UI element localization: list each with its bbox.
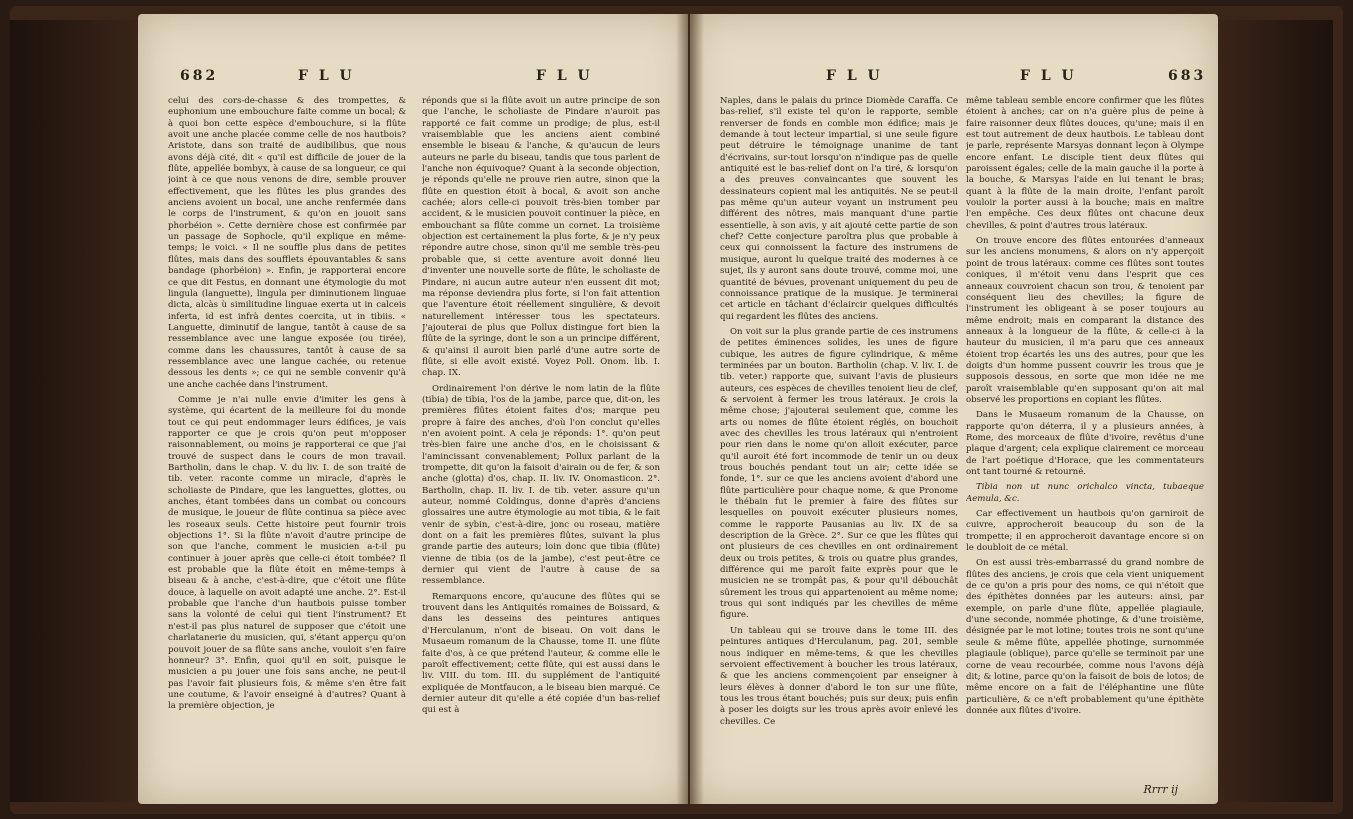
header-word: F L U	[826, 68, 883, 84]
paragraph: Comme je n'ai nulle envie d'imiter les gens à système, qui écartent de la meilleure foi du monde tout ce qui peut endommager leurs édifices, je vais rapporter ce que je crois qu'on peut m'opposer raisonnablement, ou moins je rapporterai ce que j'ai trouvé de suspect dans le cours de mon travail. Bartholin, dans le chap. V. du liv. I. de son traité de tib. veter. raconte comme un miracle, d'après le scholiaste de Pindare, que les languettes, glottes, ou anches, étant tombées dans un combat ou concours de musique, le joueur de flûte continua sa pièce avec les roseaux seuls. Cette histoire peut fournir trois objections 1°. Si la flûte n'avoit d'autre principe de son que l'anche, comment le musicien a-t-il pu continuer à jouer après que celle-ci étoit tombée? Il est probable que la flûte étoit en même-temps à biseau & à anche, c'est-à-dire, que c'étoit une flûte douce, à laquelle on avoit adapté une anche. 2°. Est-il probable que l'anche d'un hautbois puisse tomber sans la volonté de celui qui tient l'instrument? Et n'est-il pas plus naturel de supposer que c'étoit une charlatanerie du musicien, qui, s'étant apperçu qu'on pouvoit jouer de sa flûte sans anche, vouloit s'en faire honneur? 3°. Enfin, quoi qu'il en soit, puisque le musicien a pu jouer une fois sans anche, ne peut-il pas l'avoir fait plusieurs fois, & même s'en être fait une coutume, & l'avoir enseigné à d'autres? Quant à la première objection, je	[168, 394, 406, 712]
text-column-2	[966, 96, 1204, 774]
right-page	[690, 14, 1218, 804]
paragraph: Un tableau qui se trouve dans le tome III. des peintures antiques d'Herculanum, pag. 201, semble nous indiquer en même-tems, & que les chevilles servoient effectivement à boucher les trous latéraux, & que les anciens commençoient par enseigner à leurs élèves à donner d'abord le ton sur une flûte, tous les trous étant bouchés; puis sur deux; puis enfin à poser les doigts sur les trous après avoir enlevé les chevilles. Ce	[720, 625, 958, 727]
paragraph: Remarquons encore, qu'aucune des flûtes qui se trouvent dans les Antiquités romaines de Boissard, & dans les desseins des peintures antiques d'Herculanum, n'ont de biseau. On voit dans le Musaeum romanum de la Chausse, tome II. une flûte faite d'os, à ce que prétend l'auteur, & comme elle le paroît effectivement; cette flûte, qui est aussi dans le liv. VIII. du tom. III. du supplément de l'antiquité expliquée de Montfaucon, a le biseau bien marqué. Ce dernier auteur dit qu'elle a été copiée d'un bas-relief qui est à	[422, 591, 660, 716]
paragraph: celui des cors-de-chasse & des trompettes, & euphonium une embouchure faite comme un bocal; & à quoi bon cette espèce d'embouchure, si la flûte avoit une anche placée comme celle de nos hautbois? Aristote, dans son traité de audibilibus, que nous avons déjà cité, dit « qu'il est difficile de jouer de la flûte, appellée bombyx, à cause de sa longueur, ce qui joint à ce que nous venons de dire, semble prouver effectivement, que les flûtes les plus grandes des anciens avoient un bocal, une anche renfermée dans le corps de l'instrument, & qu'on en jouoit sans phorbéion ». Cette dernière chose est confirmée par un passage de Sophocle, qu'il explique en même-temps; le voici. « Il ne souffle plus dans de petites flûtes, mais dans des soufflets épouvantables & sans bandage (phorbéion) ». Enfin, je rapporterai encore ce que dit Festus, en donnant une étymologie du mot lingula (languette), lingula per diminutionem linguae dicta, alcàs ù similitudine linguae exerta ut in calceis inferta, id est infrà dentes coercita, ut in tibiis. « Languette, diminutif de langue, tantôt à cause de sa ressemblance avec une langue exposée (ou tirée), comme dans les chaussures, tantôt à cause de sa ressemblance avec une langue cachée, ou retenue dessous les dents »; ce qui ne semble convenir qu'à une anche cachée dans l'instrument.	[168, 96, 406, 390]
paragraph: Naples, dans le palais du prince Diomède Caraffa. Ce bas-relief, s'il existe tel qu'on le rapporte, semble renverser de fonds en comble mon édifice; mais je demande à tout lecteur impartial, si une seule figure peut détruire le témoignage unanime de tant d'écrivains, sur-tout lorsqu'on n'indique pas de quelle antiquité est le bas-relief dont on l'a tiré, & lorsqu'on a des preuves convaincantes que souvent les dessinateurs copient mal les antiquités. Ne se peut-il pas même qu'un auteur voyant un instrument peu différent des nôtres, mais manquant d'une partie essentielle, à son avis, y ait ajouté cette partie de son chef? Cette conjecture paroîtra plus que probable à ceux qui connoissent la facture des instrumens de musique, auront lu quelque traité des modernes à ce sujet, ils y auront sans doute trouvé, comme moi, une quantité de bévues, provenant uniquement du peu de connoissance pratique de la musique. Je terminerai cet article en tâchant d'éclaircir quelques difficultés qui regardent les flûtes des anciens.	[720, 96, 958, 322]
page-edges-left	[10, 20, 138, 802]
header-word: F L U	[1020, 68, 1077, 84]
paragraph: Car effectivement un hautbois qu'on garniroit de cuivre, approcheroit beaucoup du son de la trompette; il en approcheroit davantage encore si on le doubloit de ce métal.	[966, 509, 1204, 554]
header-word: F L U	[298, 68, 355, 84]
paragraph: même tableau semble encore confirmer que les flûtes étoient à anches; car on n'a guère plus de peine à faire raisonner deux flûtes douces, qu'une; mais il en est tout autrement de deux hautbois. Le tableau dont je parle, représente Marsyas donnant leçon à Olympe encore enfant. Le disciple tient deux flûtes qui paroissent égales; celle de la main gauche il la porte à la bouche, & Marsyas l'aide en lui tenant le bras; quant à la flûte de la main droite, l'enfant paroît vouloir la porter aussi à la bouche; mais en maître l'en empêche. Ces deux flûtes ont chacune deux chevilles, & point d'autres trous latéraux.	[966, 96, 1204, 231]
verse-quote: Tibia non ut nunc orichalco vincta, tubaeque Aemula, &c.	[966, 482, 1204, 504]
page-number: 682	[180, 68, 219, 84]
running-head-right	[690, 68, 1218, 94]
page-edges-right	[1218, 20, 1333, 802]
paragraph: On trouve encore des flûtes entourées d'anneaux sur les anciens monumens, & alors on n'y apperçoit point de trous latéraux: comme ces flûtes sont toutes coniques, il m'étoit venu dans l'esprit que ces anneaux couvroient chacun son trou, & tenoient par conséquent lieu des chevilles; la figure de l'instrument les obligeant à se poser toujours au même endroit; mais en comparant la distance des anneaux à la longueur de la flûte, & celle-ci à la hauteur du musicien, il m'a paru que ces anneaux étoient trop écartés les uns des autres, pour que les doigts d'un homme pussent couvrir les trous que je supposois dessous, en sorte que mon idée ne me paroît vraisemblable qu'en supposant qu'on ait mal observé les proportions en copiant les flûtes.	[966, 236, 1204, 405]
page-number: 683	[1168, 68, 1207, 84]
text-column-1	[168, 96, 406, 786]
left-page	[138, 14, 688, 804]
header-word: F L U	[536, 68, 593, 84]
paragraph: On voit sur la plus grande partie de ces instrumens de petites éminences solides, les unes de figure cubique, les autres de figure cylindrique, & même terminées par un bouton. Bartholin (chap. V. liv. I. de tib. veter.) rapporte que, suivant l'avis de plusieurs auteurs, ces espèces de chevilles tenoient lieu de clef, & servoient à fermer les trous latéraux. Je crois la même chose; j'ajouterai seulement que, comme les arts ou nomes de flûte étoient réglés, on bouchoit avec des chevilles les trous latéraux qui n'entroient pour rien dans le nome qu'on alloit exécuter, parce qu'il auroit été fort incommode de tenir un ou deux trous bouchés pendant tout un air; cette idée se fonde, 1°. sur ce que les anciens avoient d'abord une flûte particulière pour chaque nome, & que Pronome le thébain fut le premier à faire des flûtes sur lesquelles on pouvoit exécuter plusieurs nomes, comme le rapporte Pausanias au liv. IX de sa description de la Grèce. 2°. Sur ce que les flûtes qui ont plusieurs de ces chevilles en ont ordinairement deux ou trois petites, & trois ou quatre plus grandes, différence qui me paroît faite exprès pour que le musicien ne se trompât pas, & pour qu'il débouchât sûrement les trous qui appartenoient au même nome; trous qui sont indiqués par les chevilles de même figure.	[720, 326, 958, 621]
text-column-2	[422, 96, 660, 786]
text-column-1	[720, 96, 958, 786]
signature-mark: Rrrr ij	[1143, 783, 1178, 796]
running-head-left	[138, 68, 688, 94]
paragraph: Dans le Musaeum romanum de la Chausse, on rapporte qu'on déterra, il y a plusieurs années, à Rome, des morceaux de flûte d'ivoire, revêtus d'une plaque d'argent; cela explique clairement ce morceau de l'art poétique d'Horace, que les commentateurs ont tant tourné & retourné.	[966, 410, 1204, 477]
paragraph: réponds que si la flûte avoit un autre principe de son que l'anche, le scholiaste de Pindare n'auroit pas rapporté ce fait comme un prodige; de plus, est-il vraisemblable que les anciens aient combiné ensemble le biseau & l'anche, & qu'aucun de leurs auteurs ne parle du biseau, tandis que tous parlent de l'anche non équivoque? Quant à la seconde objection, je réponds qu'elle ne prouve rien autre, sinon que la flûte en question étoit à bocal, & avoit son anche cachée; alors celle-ci pouvoit très-bien tomber par accident, & le musicien pouvoit continuer la pièce, en embouchant sa flûte comme un cornet. La troisième objection est certainement la plus forte, & je n'y peux répondre autre chose, sinon qu'il me semble très-peu probable que, si cette aventure avoit donné lieu d'inventer une nouvelle sorte de flûte, le scholiaste de Pindare, ni aucun autre auteur n'en eussent dit mot; ma réponse deviendra plus forte, si l'on fait attention que l'aventure étoit réellement singulière, & devoit naturellement intéresser tous les spectateurs. J'ajouterai de plus que Pollux distingue fort bien la flûte de la syringe, dont le son a un principe différent, & qu'ainsi il auroit bien parlé d'une autre sorte de flûte, si elle avoit existé. Voyez Poll. Onom. lib. I. chap. IX.	[422, 96, 660, 379]
paragraph: Ordinairement l'on dérive le nom latin de la flûte (tibia) de tibia, l'os de la jambe, parce que, dit-on, les premières flûtes étoient faites d'os; marque peu propre à faire des anches, d'où l'on conclut qu'elles n'en avoient point. A cela je réponds: 1°. qu'on peut très-bien faire une anche d'os, en le choisissant & l'amincissant convenablement; Pollux parlant de la trompette, dit qu'on la faisoit d'airain ou de fer, & son anche (glotta) d'os, chap. II. liv. IV. Onomasticon. 2°. Bartholin, chap. II. liv. I. de tib. veter. assure qu'un auteur, nommé Coldingus, donne d'après d'anciens glossaires une autre étymologie au mot tibia, & le fait venir de sybin, c'est-à-dire, jonc ou roseau, matière dont on a fait les premières flûtes, suivant la plus grande partie des auteurs; loin donc que tibia (flûte) vienne de tibia (os de la jambe), c'est peut-être ce dernier qui vient de l'autre à cause de sa ressemblance.	[422, 383, 660, 587]
paragraph: On est aussi très-embarrassé du grand nombre de flûtes des anciens, je crois que cela vient uniquement de ce qu'on a pris pour des noms, ce qui n'étoit que des épithètes données par les auteurs: ainsi, par exemple, on parle d'une flûte, appellée plagiaule, d'une seconde, nommée photinge, & d'une troisième, désignée par le mot lotine; toutes trois ne sont qu'une seule & même flûte, appellée photinge, surnommée plagiaule (oblique), parce qu'elle se terminoit par une corne de veau recourbée, comme nous l'avons déjà dit; & lotine, parce qu'on la faisoit de bois de lotos; de même encore on a fait de l'éléphantine une flûte particulière, & ce n'eft probablement qu'une épithète donnée aux flûtes d'ivoire.	[966, 558, 1204, 716]
